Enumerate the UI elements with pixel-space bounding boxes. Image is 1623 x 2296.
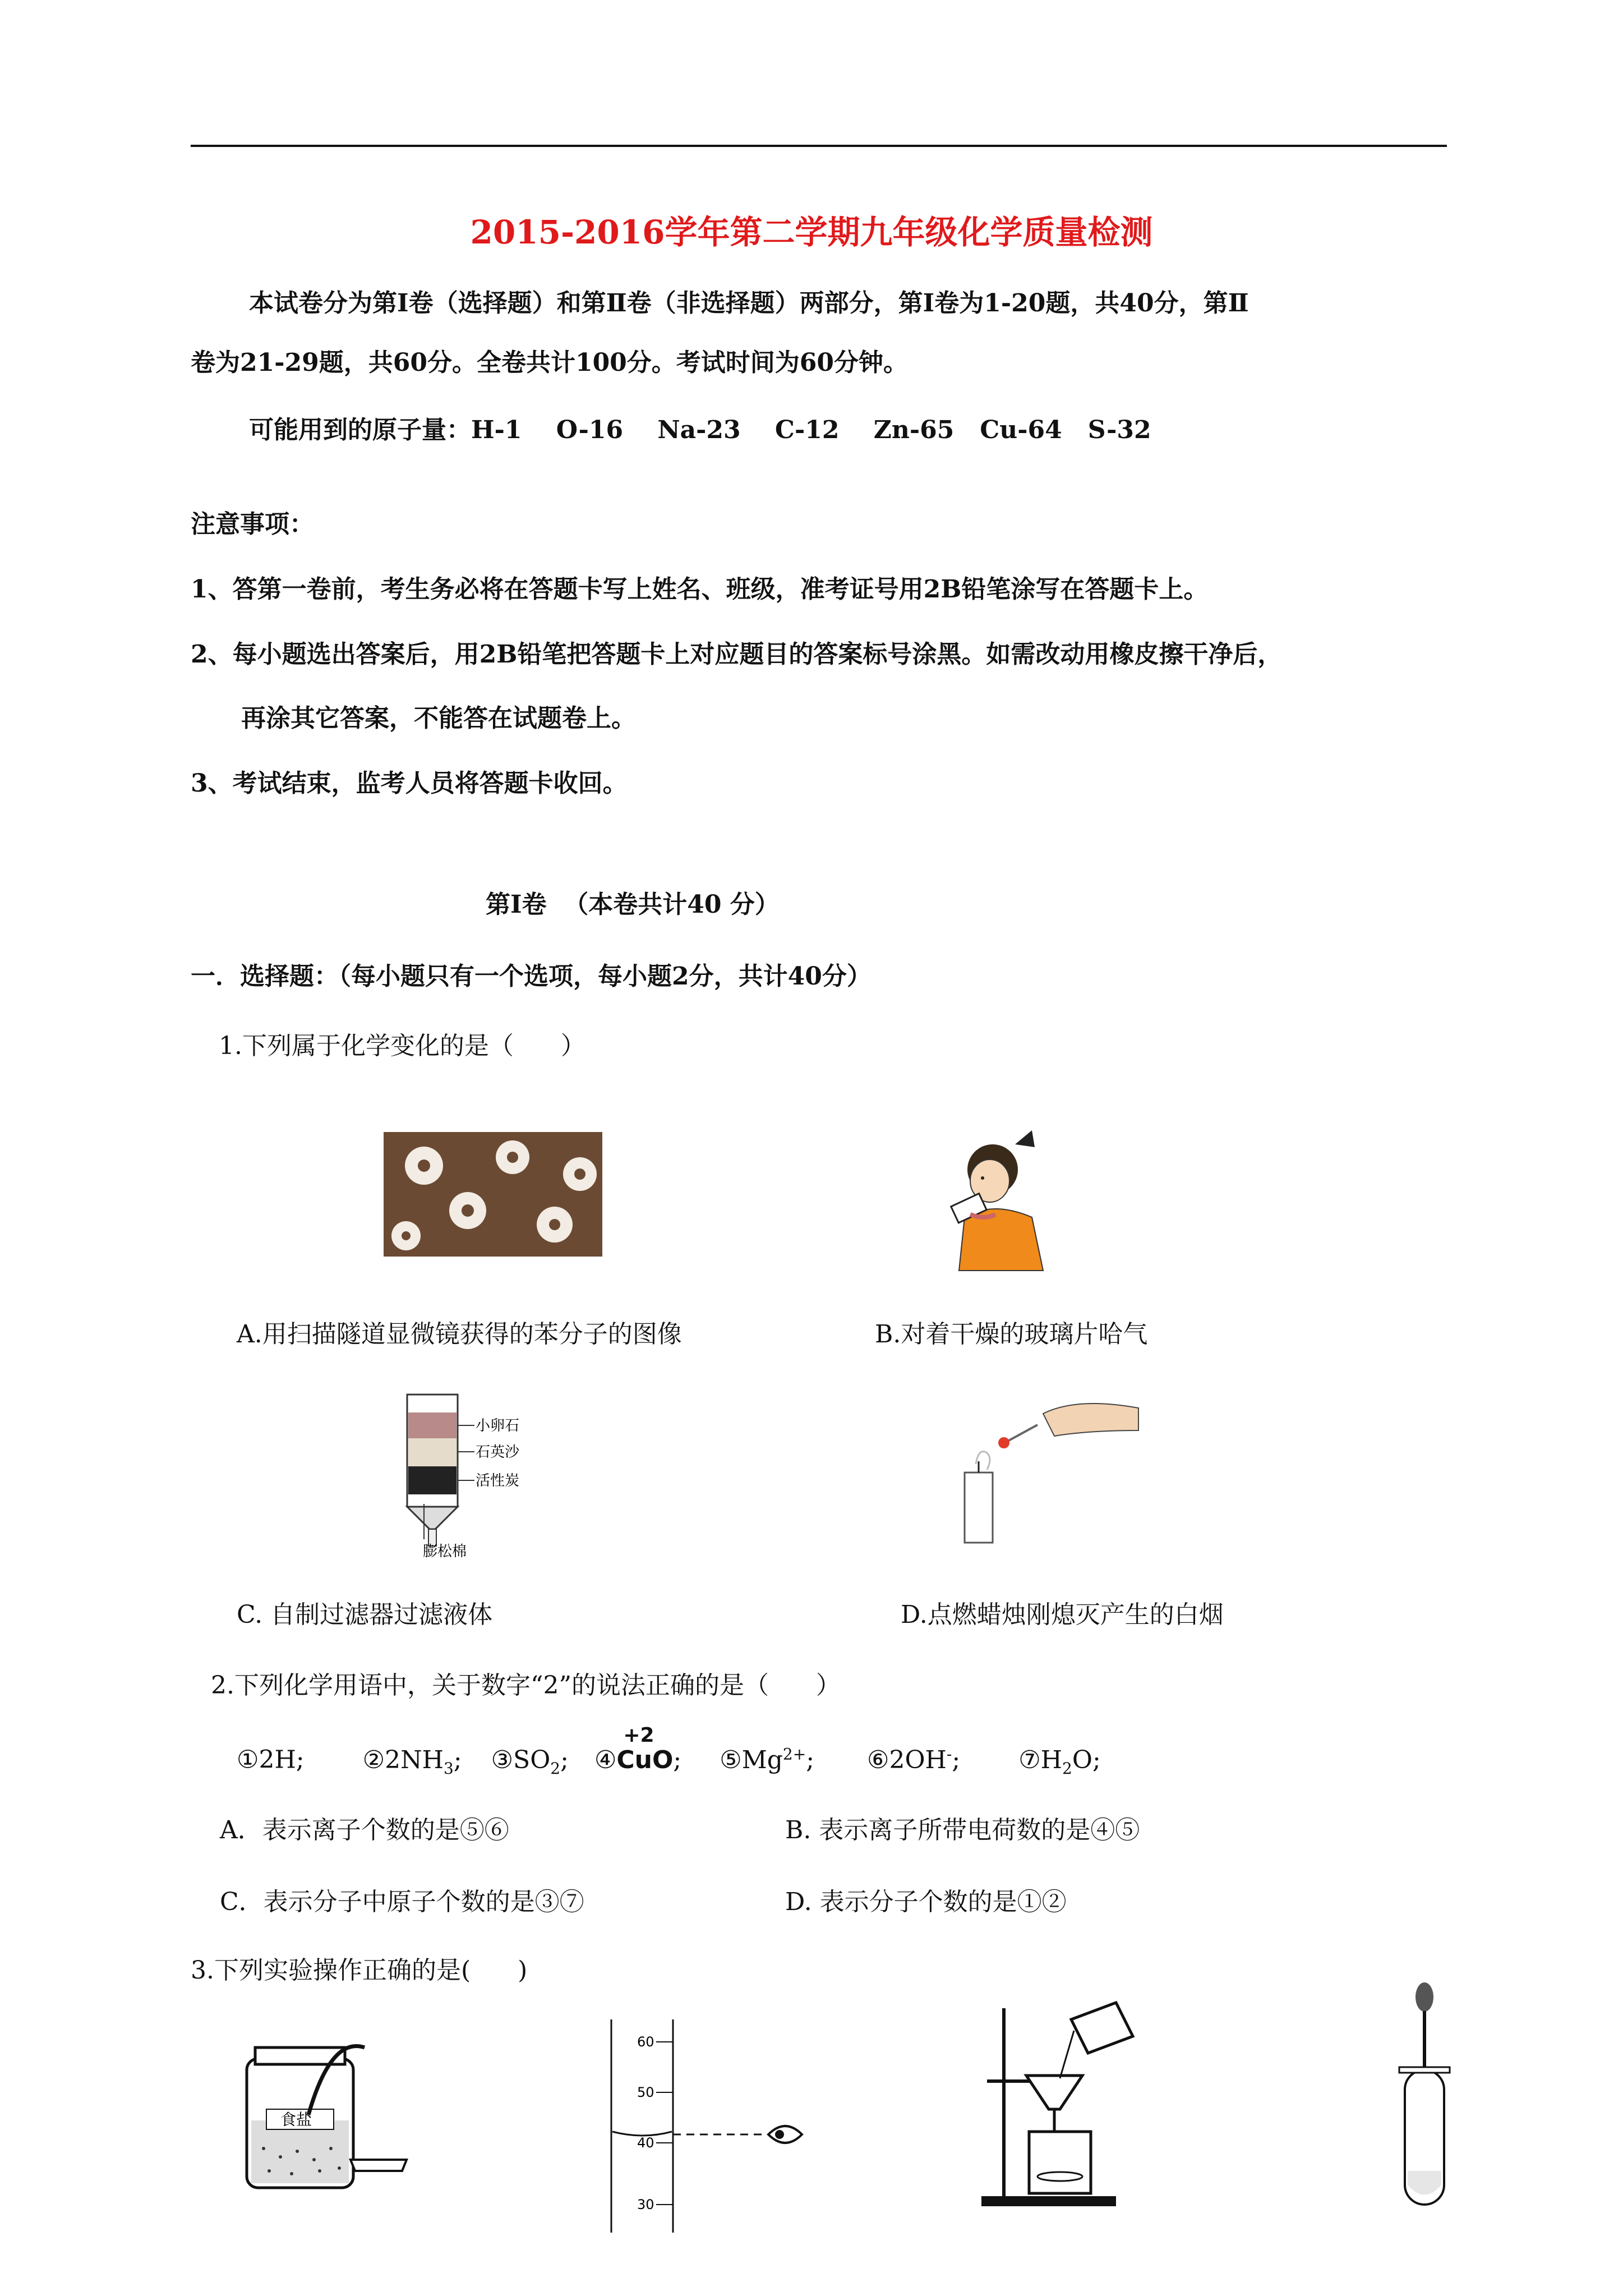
formula-4-formula: CuO xyxy=(616,1745,674,1774)
page-title: 2015-2016学年第二学期九年级化学质量检测 xyxy=(470,213,1153,251)
formula-5-base: ⑤Mg xyxy=(720,1745,783,1774)
filter-label-cotton: 膨松棉 xyxy=(423,1543,467,1560)
q1-option-c: C. 自制过滤器过滤液体 xyxy=(237,1600,493,1629)
q2-option-a: A．表示离子个数的是⑤⑥ xyxy=(220,1816,509,1844)
filter-label-carbon: 活性炭 xyxy=(476,1473,520,1489)
formula-6-sup: - xyxy=(946,1745,952,1763)
q3-stem: 3.下列实验操作正确的是( ) xyxy=(191,1956,528,1985)
formula-3 xyxy=(491,1745,569,1778)
intro-line-1: 本试卷分为第Ⅰ卷（选择题）和第Ⅱ卷（非选择题）两部分，第Ⅰ卷为1-20题，共40分，第Ⅱ xyxy=(249,289,1249,318)
formula-7-base: ⑦H xyxy=(1018,1745,1063,1774)
jar-label: 食盐 xyxy=(280,2110,312,2129)
atomic-masses: 可能用到的原子量：H-1 O-16 Na-23 C-12 Zn-65 Cu-64 S-32 xyxy=(249,416,1151,444)
formula-2-sep: ; xyxy=(453,1745,462,1774)
formula-4-sep: ; xyxy=(673,1745,682,1774)
cylinder-reading-image xyxy=(594,2019,830,2233)
formula-2-base: ②2NH xyxy=(362,1745,444,1774)
q2-formulas xyxy=(237,1723,1101,1784)
intro-line-2: 卷为21-29题，共60分。全卷共计100分。考试时间为60分钟。 xyxy=(191,348,909,377)
q2-option-d: D. 表示分子个数的是①② xyxy=(785,1888,1067,1916)
formula-3-base: ③SO xyxy=(491,1745,551,1774)
girl-glass-image xyxy=(931,1128,1060,1273)
filter-label-quartz: 石英沙 xyxy=(476,1444,520,1461)
notice-item-2: 2、每小题选出答案后，用2B铅笔把答题卡上对应题目的答案标号涂黑。如需改动用橡皮擦干净后， xyxy=(191,640,1283,669)
formula-7-sub: 2 xyxy=(1062,1759,1072,1778)
tick-50: 50 xyxy=(637,2085,654,2100)
formula-6-base: ⑥2OH xyxy=(867,1745,947,1774)
formula-7-sep: O; xyxy=(1072,1745,1101,1774)
notice-heading: 注意事项： xyxy=(191,510,314,539)
q2-stem: 2.下列化学用语中，关于数字“2”的说法正确的是（ ） xyxy=(211,1671,841,1700)
notice-item-1: 1、答第一卷前，考生务必将在答题卡写上姓名、班级，准考证号用2B铅笔涂写在答题卡上。 xyxy=(191,575,1209,604)
formula-3-sep: ; xyxy=(560,1745,569,1774)
top-rule xyxy=(191,145,1447,147)
dropper-tube-image xyxy=(1391,1980,1458,2216)
filter-image xyxy=(402,1389,520,1563)
section-title: 第Ⅰ卷 （本卷共计40 分） xyxy=(486,890,780,919)
formula-2 xyxy=(362,1745,462,1778)
q1-option-b: B.对着干燥的玻璃片哈气 xyxy=(875,1320,1148,1349)
tick-60: 60 xyxy=(637,2034,654,2050)
q2-option-b: B. 表示离子所带电荷数的是④⑤ xyxy=(785,1816,1140,1844)
q1-option-d: D.点燃蜡烛刚熄灭产生的白烟 xyxy=(901,1600,1224,1629)
q1-stem: 1.下列属于化学变化的是（ ） xyxy=(219,1032,585,1060)
formula-4 xyxy=(594,1723,682,1774)
stm-image xyxy=(384,1132,602,1257)
formula-1: ①2H; xyxy=(237,1745,305,1774)
filter-label-pebbles: 小卵石 xyxy=(476,1418,520,1434)
salt-jar-image xyxy=(236,2036,415,2193)
formula-7 xyxy=(1018,1745,1101,1778)
formula-2-sub: 3 xyxy=(443,1759,454,1778)
formula-4-charge: +2 xyxy=(623,1723,654,1747)
formula-5-sup: 2+ xyxy=(782,1745,806,1763)
notice-item-3: 3、考试结束，监考人员将答题卡收回。 xyxy=(191,769,628,798)
candle-image xyxy=(953,1391,1144,1543)
part-heading: 一．选择题：（每小题只有一个选项，每小题2分，共计40分） xyxy=(191,962,872,991)
formula-6-sep: ; xyxy=(952,1745,961,1774)
q2-option-c: C．表示分子中原子个数的是③⑦ xyxy=(220,1888,584,1916)
formula-6 xyxy=(867,1746,960,1774)
formula-5 xyxy=(720,1746,814,1774)
tick-30: 30 xyxy=(637,2197,654,2212)
formula-4-num: ④ xyxy=(594,1745,617,1774)
formula-3-sub: 2 xyxy=(550,1759,561,1778)
formula-5-sep: ; xyxy=(806,1745,815,1774)
tick-40: 40 xyxy=(637,2135,654,2151)
q1-option-a: A.用扫描隧道显微镜获得的苯分子的图像 xyxy=(237,1320,682,1349)
filtration-image xyxy=(976,1997,1144,2210)
notice-item-2-cont: 再涂其它答案，不能答在试题卷上。 xyxy=(241,704,636,733)
